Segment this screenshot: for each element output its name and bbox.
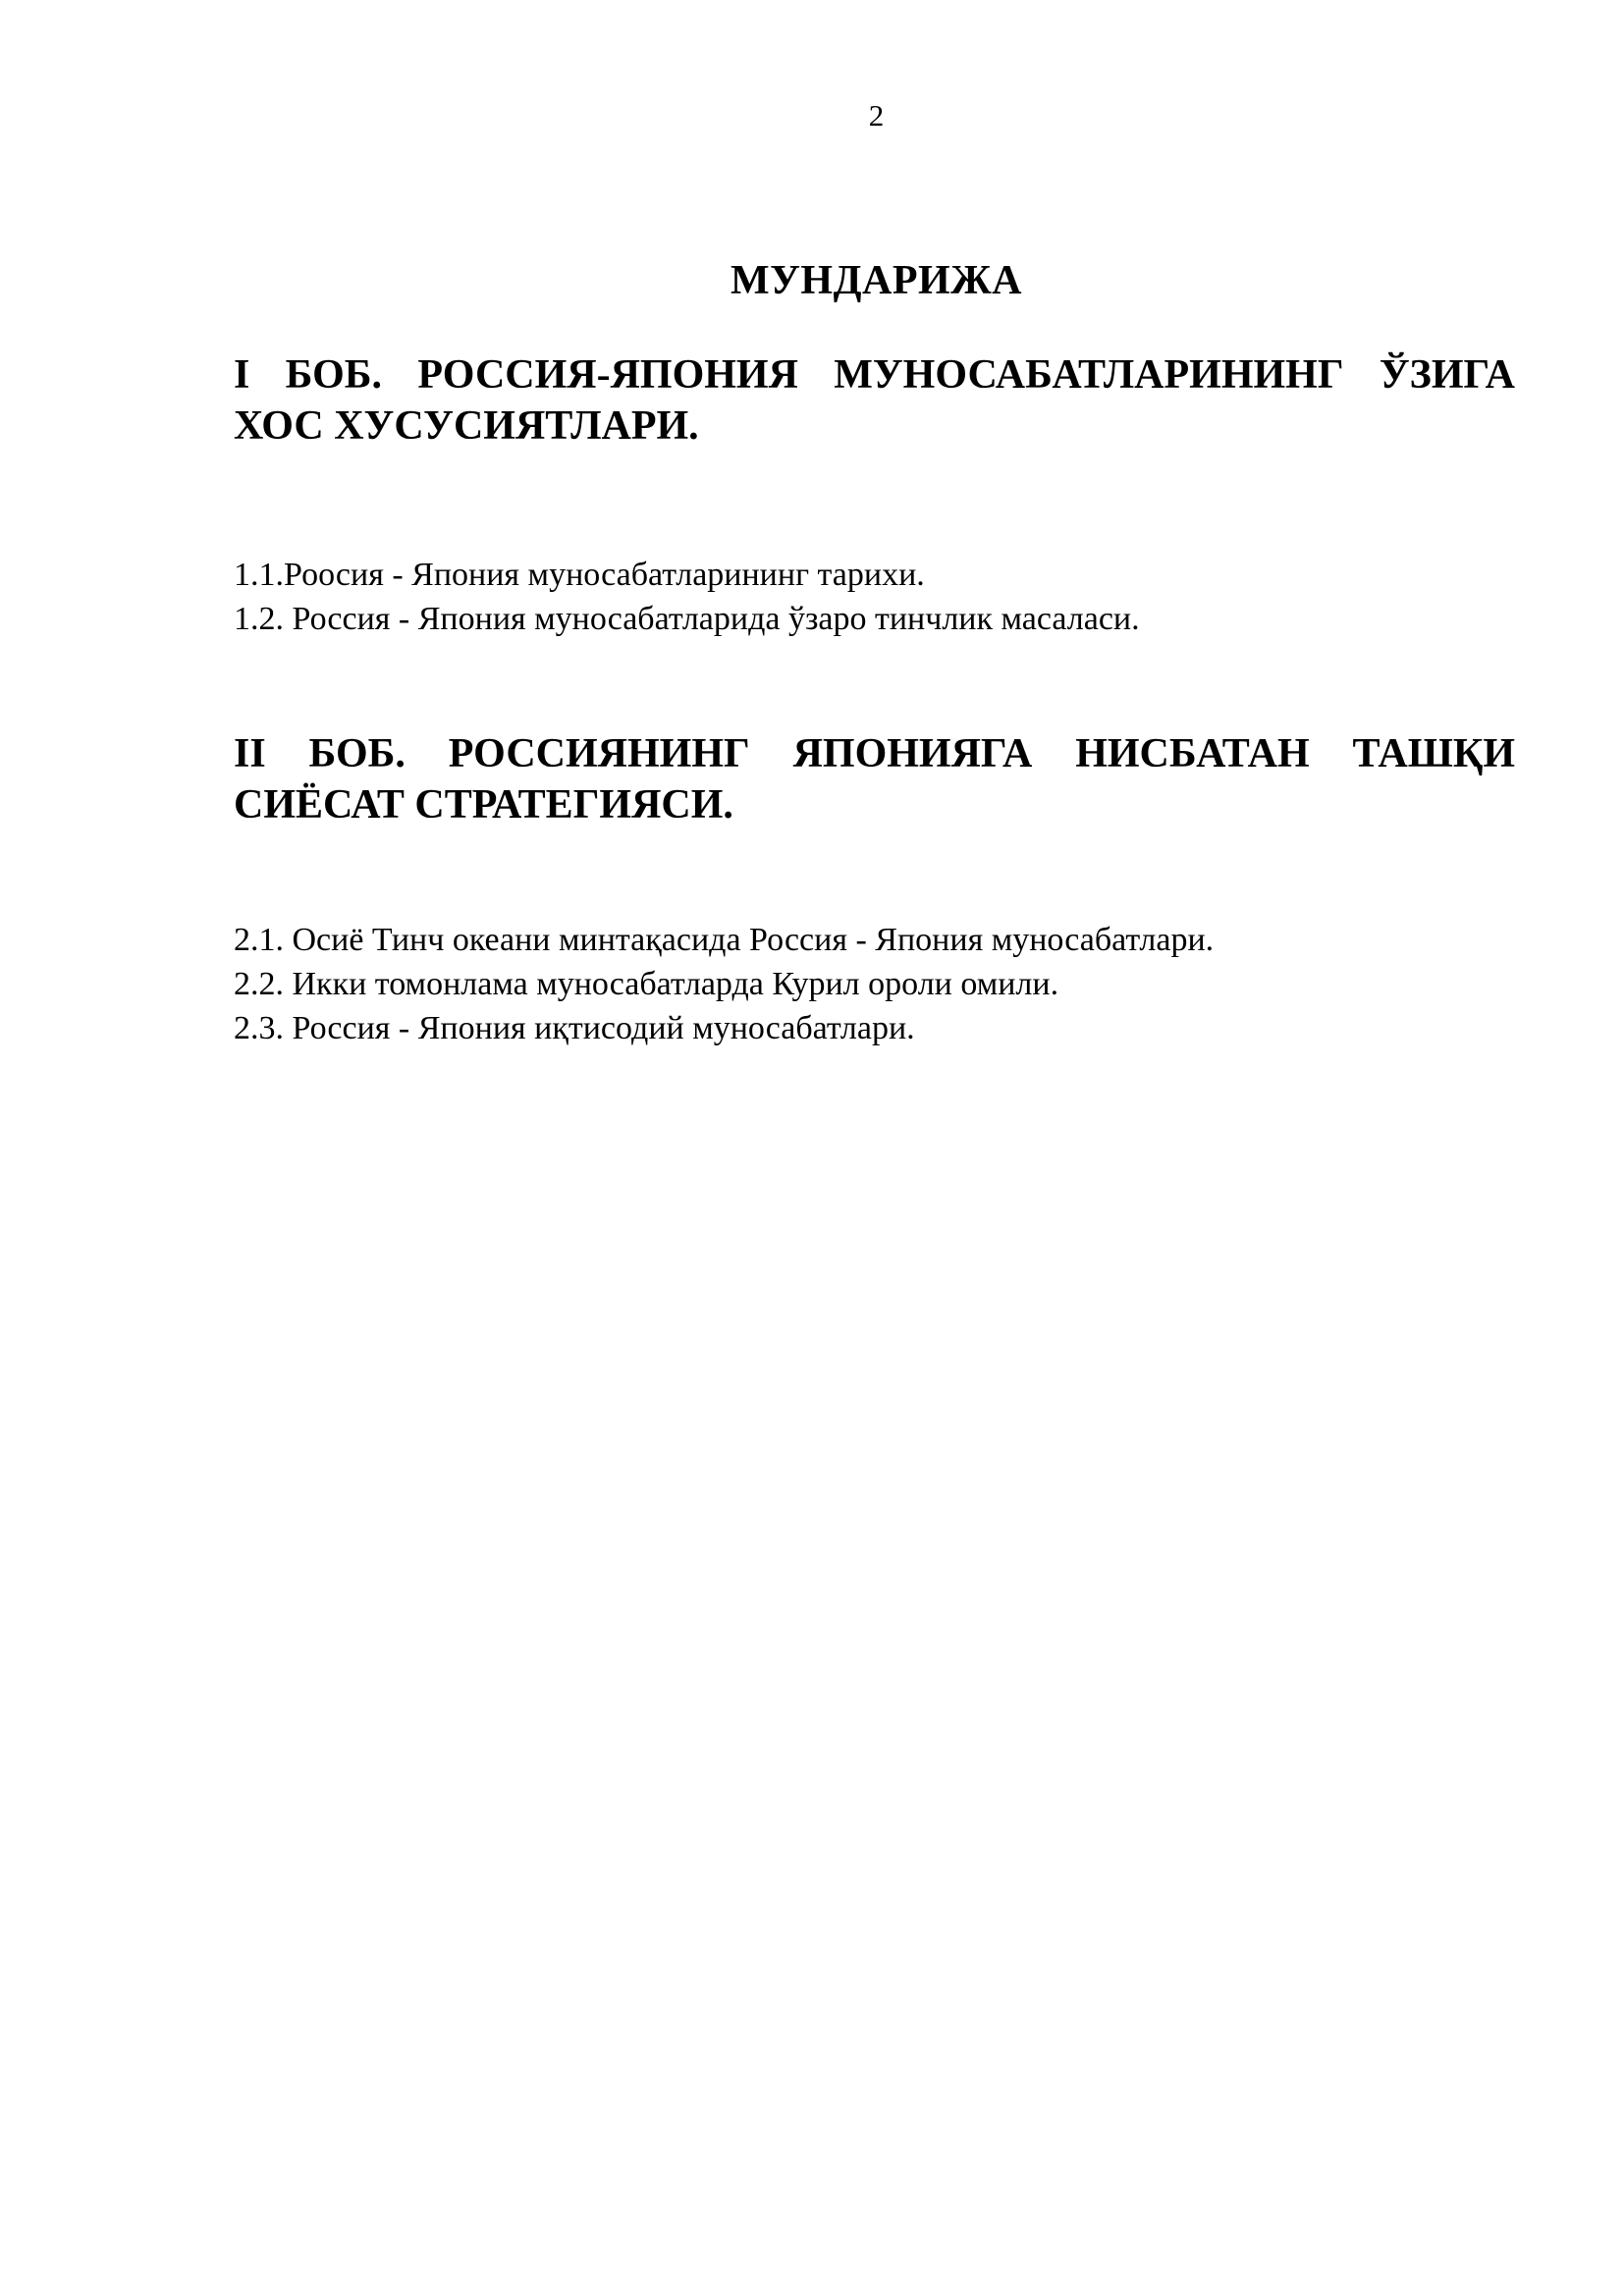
chapter-2-heading-line2: СИЁСАТ СТРАТЕГИЯСИ. <box>234 782 733 828</box>
section-1-2: 1.2. Россия - Япония муносабатларида ўзаро тинчлик масаласи. <box>234 601 1140 637</box>
chapter-1-sections <box>234 553 1515 641</box>
section-1-1: 1.1.Роосия - Япония муносабатларининг тарихи. <box>234 557 925 593</box>
chapter-1-heading-line1: I БОБ. РОССИЯ-ЯПОНИЯ МУНОСАБАТЛАРИНИНГ ЎЗИГА <box>234 352 1515 398</box>
chapter-1-heading-line2: ХОС ХУСУСИЯТЛАРИ. <box>234 403 699 449</box>
chapter-1-heading <box>234 349 1515 452</box>
section-2-2: 2.2. Икки томонлама муносабатларда Курил ороли омили. <box>234 966 1059 1002</box>
toc-title: МУНДАРИЖА <box>730 258 1023 303</box>
section-2-1: 2.1. Осиё Тинч океани минтақасида Россия - Япония муносабатлари. <box>234 922 1215 958</box>
page-number: 2 <box>868 98 885 133</box>
chapter-2-sections <box>234 918 1515 1050</box>
chapter-2-heading <box>234 728 1515 830</box>
chapter-2-heading-line1: II БОБ. РОССИЯНИНГ ЯПОНИЯГА НИСБАТАН ТАШҚИ <box>234 731 1515 776</box>
section-2-3: 2.3. Россия - Япония иқтисодий муносабатлари. <box>234 1010 915 1046</box>
